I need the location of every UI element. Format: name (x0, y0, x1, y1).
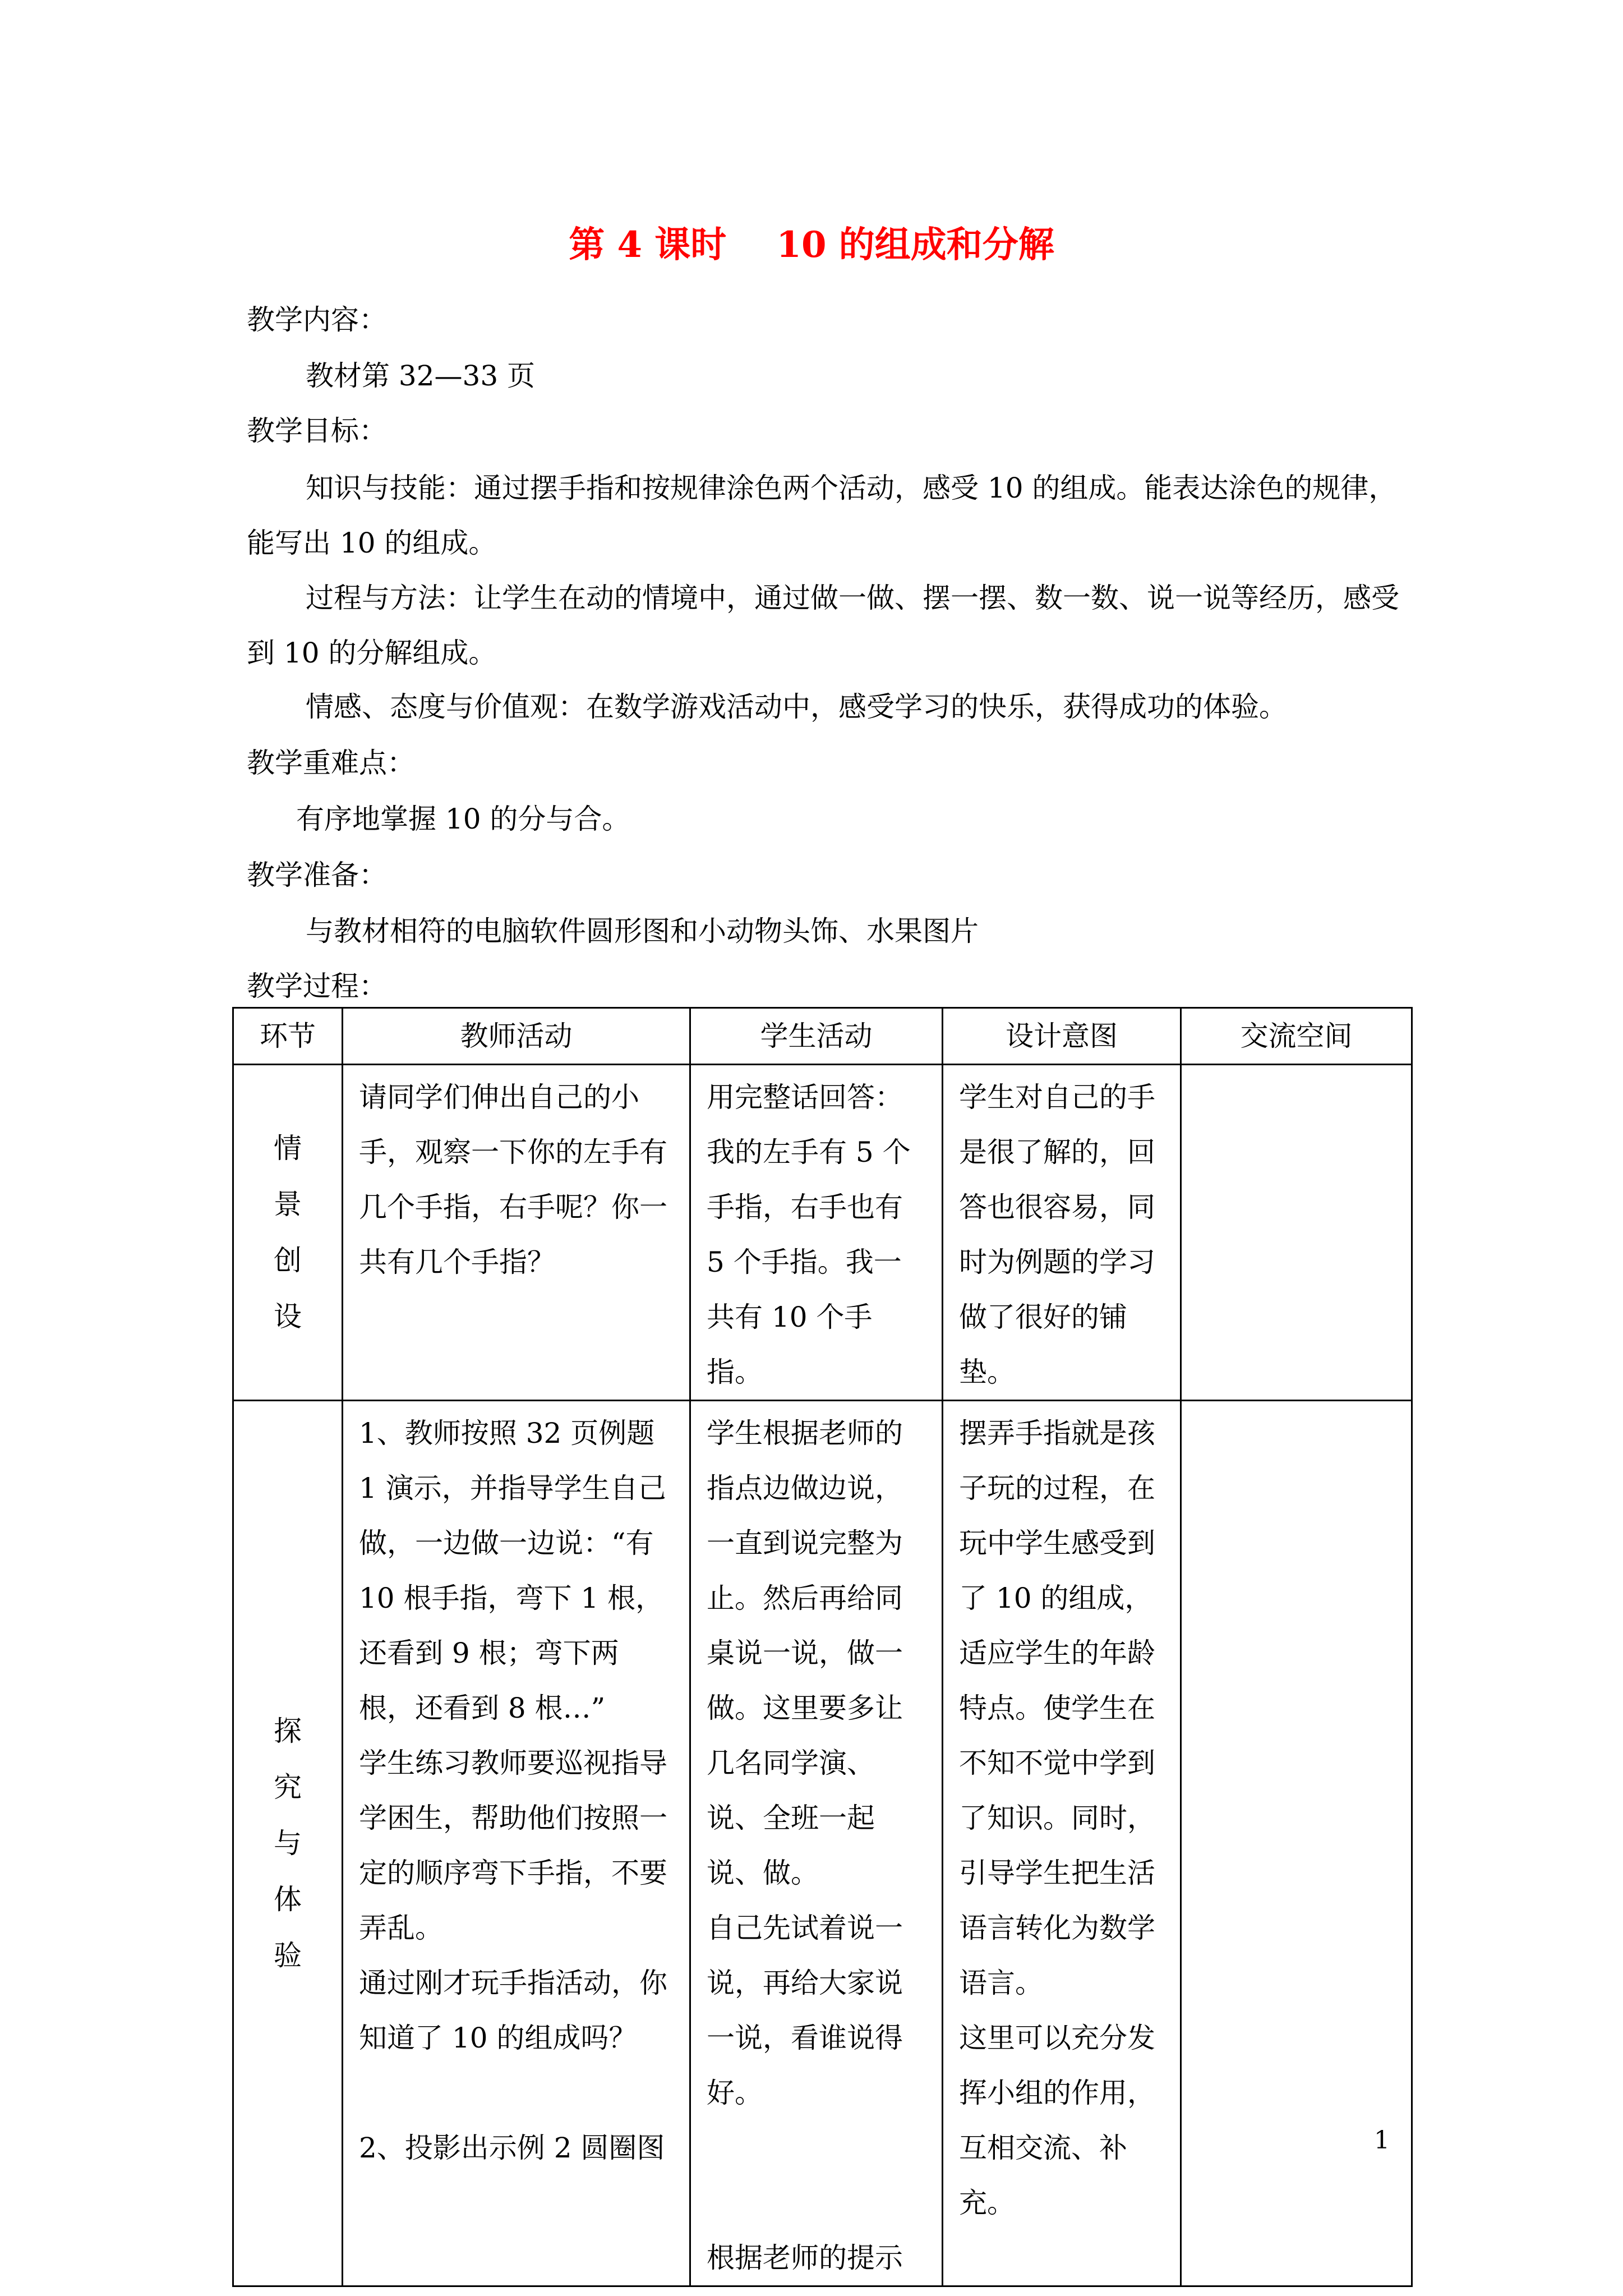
page-number: 1 (1374, 2126, 1390, 2155)
header-cell: 设计意图 (943, 1008, 1181, 1065)
prep-text: 与教材相符的电脑软件圆形图和小动物头饰、水果图片 (306, 915, 979, 947)
student-cell: 学生根据老师的指点边做边说，一直到说完整为止。然后再给同桌说一说，做一做。这里要多让几名同学演、说、全班一起说、做。 自己先试着说一说，再给大家说一说，看谁说得好。 根据老师的提示 (690, 1401, 943, 2286)
page-title: 第 4 课时 10 的组成和分解 (569, 224, 1054, 266)
intent-cell: 学生对自己的手是很了解的，回答也很容易，同时为例题的学习做了很好的铺垫。 (943, 1065, 1181, 1401)
process-label: 教学过程： (247, 970, 387, 1002)
prep-label: 教学准备： (247, 859, 387, 891)
key-label: 教学重难点： (247, 747, 415, 779)
table-header-row (233, 1008, 1412, 1065)
goal-1: 知识与技能：通过摆手指和按规律涂色两个活动，感受 10 的组成。能表达涂色的规律，能写出 10 的组成。 (247, 472, 1397, 559)
intent-cell: 摆弄手指就是孩子玩的过程，在玩中学生感受到了 10 的组成，适应学生的年龄特点。使学生在不知不觉中学到了知识。同时，引导学生把生活语言转化为数学语言。 这里可以充分发挥小组的作用，互相交流、补充。 (943, 1401, 1181, 2286)
table-row (233, 1401, 1412, 2286)
section-cell: 探究与体验 (233, 1401, 343, 2286)
goal-2: 过程与方法：让学生在动的情境中，通过做一做、摆一摆、数一数、说一说等经历，感受到 10 的分解组成。 (247, 582, 1399, 669)
goal-3: 情感、态度与价值观：在数学游戏活动中，感受学习的快乐，获得成功的体验。 (306, 691, 1287, 723)
header-cell: 环节 (233, 1008, 343, 1065)
content-label: 教学内容： (247, 303, 387, 336)
teacher-cell: 1、教师按照 32 页例题 1 演示，并指导学生自己做，一边做一边说：“有 10 根手指，弯下 1 根，还看到 9 根；弯下两根，还看到 8 根…” 学生练习教师要巡视指导学困生，帮助他们按照一定的顺序弯下手指，不要弄乱。 通过刚才玩手指活动，你知道了 10 的组成吗？ 2、投影出示例 2 圆圈图 (343, 1401, 690, 2286)
header-cell: 交流空间 (1181, 1008, 1412, 1065)
teacher-cell: 请同学们伸出自己的小手，观察一下你的左手有几个手指，右手呢？你一共有几个手指？ (343, 1065, 690, 1401)
student-cell: 用完整话回答：我的左手有 5 个手指，右手也有 5 个手指。我一共有 10 个手指。 (690, 1065, 943, 1401)
table-row (233, 1065, 1412, 1401)
content-text: 教材第 32—33 页 (306, 360, 536, 392)
space-cell (1181, 1065, 1412, 1401)
header-cell: 教师活动 (343, 1008, 690, 1065)
key-text: 有序地掌握 10 的分与合。 (296, 803, 630, 835)
process-table (232, 1007, 1413, 2287)
section-cell: 情景创设 (233, 1065, 343, 1401)
header-cell: 学生活动 (690, 1008, 943, 1065)
goals-label: 教学目标： (247, 415, 387, 447)
